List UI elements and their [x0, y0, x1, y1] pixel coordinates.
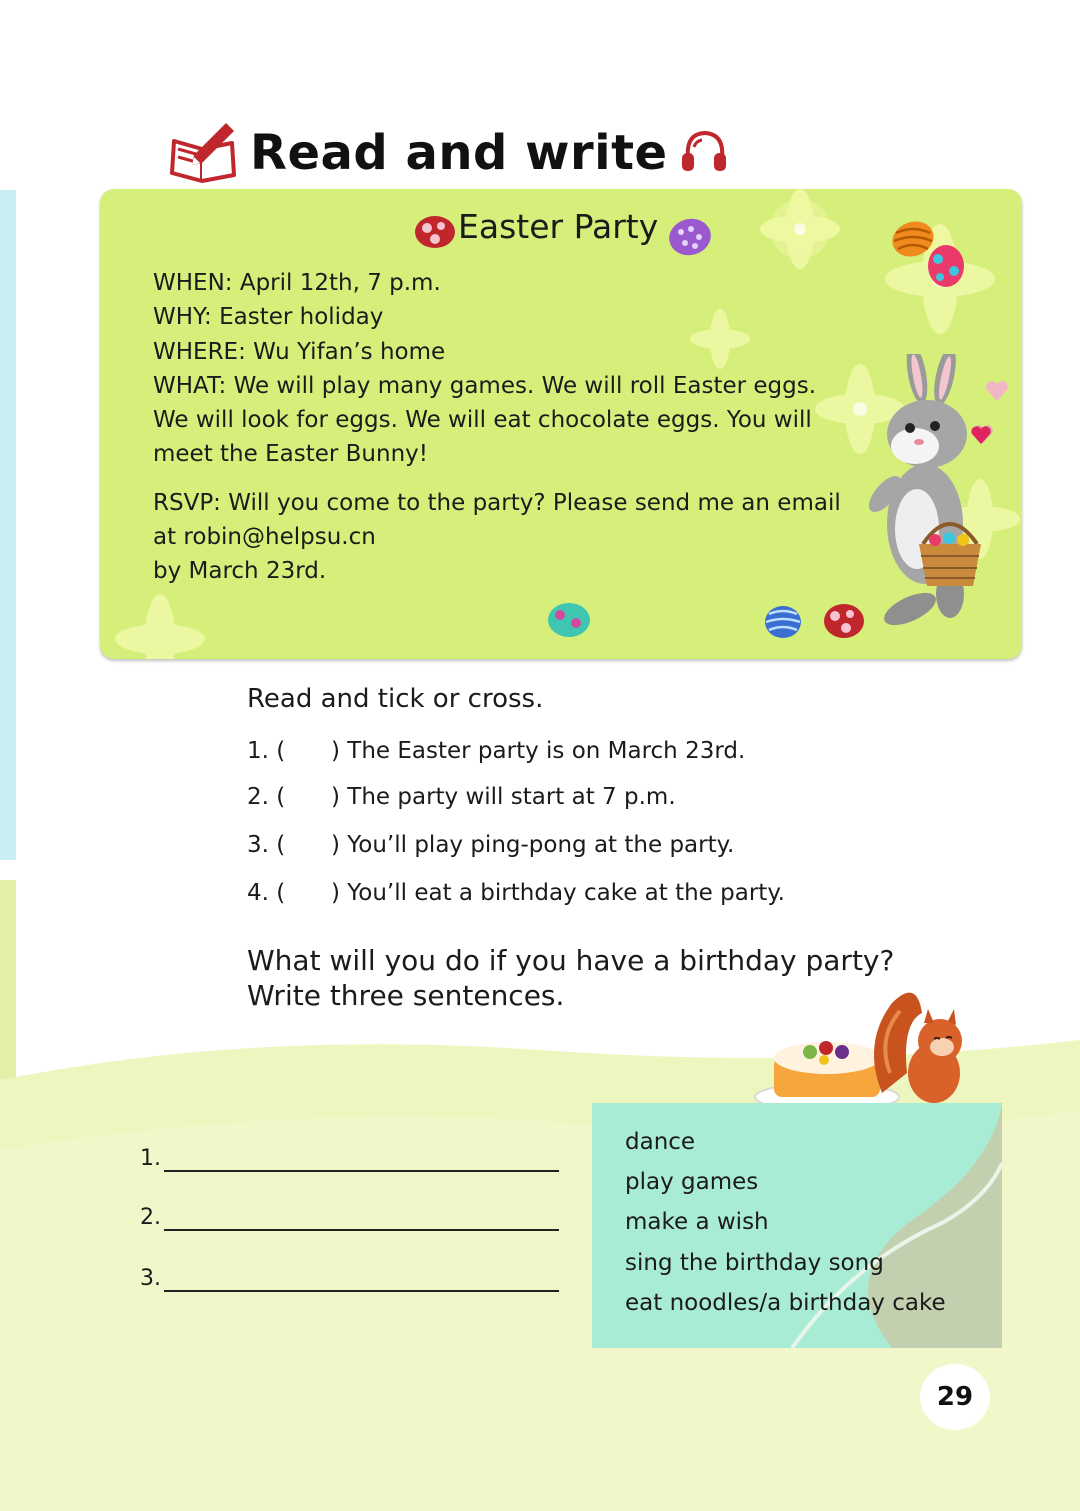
heart-icon-red	[971, 422, 972, 423]
answer-line-2[interactable]	[140, 1205, 161, 1230]
word-bank-item: dance	[625, 1129, 696, 1155]
birthday-question-text: What will you do if you have a birthday party?	[247, 944, 895, 977]
writing-rule[interactable]	[164, 1170, 559, 1172]
detail-rsvp-3: by March 23rd.	[153, 558, 327, 585]
squirrel-illustration	[862, 983, 982, 1108]
item-text: ) The party will start at 7 p.m.	[331, 784, 676, 810]
writing-rule[interactable]	[164, 1229, 559, 1231]
line-number: 1.	[140, 1146, 161, 1171]
word-bank-list	[625, 1122, 946, 1323]
tick-cross-item[interactable]	[247, 738, 745, 764]
page-number: 29	[920, 1364, 990, 1430]
word-bank-item: sing the birthday song	[625, 1249, 884, 1276]
item-text: ) You’ll play ping-pong at the party.	[331, 832, 735, 858]
word-bank-item: make a wish	[625, 1209, 769, 1236]
birthday-question	[247, 943, 894, 1013]
purple-egg-icon	[667, 217, 713, 257]
item-number: 1. (	[247, 738, 286, 764]
answer-line-1[interactable]	[140, 1146, 161, 1171]
card-title: Easter Party	[458, 207, 659, 246]
item-number: 3. (	[247, 832, 286, 858]
teal-star-egg-icon	[546, 601, 592, 639]
tick-cross-instruction: Read and tick or cross.	[247, 684, 544, 714]
section-heading	[168, 118, 728, 188]
heart-icon-red	[970, 425, 992, 445]
detail-what-3: meet the Easter Bunny!	[153, 441, 428, 468]
detail-what-2: We will look for eggs. We will eat chocolate eggs. You will	[153, 407, 812, 434]
line-number: 3.	[140, 1266, 161, 1291]
tick-cross-item[interactable]	[247, 784, 676, 810]
heart-icon	[985, 380, 1009, 402]
item-number: 2. (	[247, 784, 286, 810]
pink-star-egg-icon	[926, 243, 966, 289]
left-edge-strip-blue	[0, 190, 16, 860]
detail-when: WHEN: April 12th, 7 p.m.	[153, 270, 441, 296]
tick-cross-item[interactable]	[247, 832, 734, 858]
title-egg-icon	[413, 213, 457, 251]
headphones-icon[interactable]	[680, 127, 728, 179]
item-text: ) You’ll eat a birthday cake at the party.	[331, 880, 785, 906]
detail-rsvp-1: RSVP: Will you come to the party? Please send me an email	[153, 489, 841, 516]
detail-why: WHY: Easter holiday	[153, 304, 384, 331]
answer-line-3[interactable]	[140, 1266, 161, 1291]
invitation-card	[100, 189, 1022, 659]
red-spotted-egg-icon	[822, 602, 866, 640]
blue-striped-egg-icon	[763, 604, 803, 640]
writing-rule[interactable]	[164, 1290, 559, 1292]
tick-cross-item[interactable]	[247, 880, 785, 906]
word-bank-item: eat noodles/a birthday cake	[625, 1289, 946, 1316]
word-bank-item: play games	[625, 1169, 759, 1196]
invitation-details	[153, 266, 893, 589]
item-text: ) The Easter party is on March 23rd.	[331, 738, 746, 764]
book-pencil-icon	[168, 119, 240, 187]
detail-where: WHERE: Wu Yifan’s home	[153, 338, 446, 365]
line-number: 2.	[140, 1205, 161, 1230]
heading-title: Read and write	[250, 125, 668, 181]
easter-bunny-illustration	[855, 354, 985, 644]
heart-icon-red	[974, 423, 975, 424]
detail-what-1: WHAT: We will play many games. We will roll Easter eggs.	[153, 372, 817, 399]
item-number: 4. (	[247, 880, 286, 906]
birthday-instruction: Write three sentences.	[247, 979, 565, 1012]
detail-rsvp-2: at robin@helpsu.cn	[153, 524, 376, 551]
